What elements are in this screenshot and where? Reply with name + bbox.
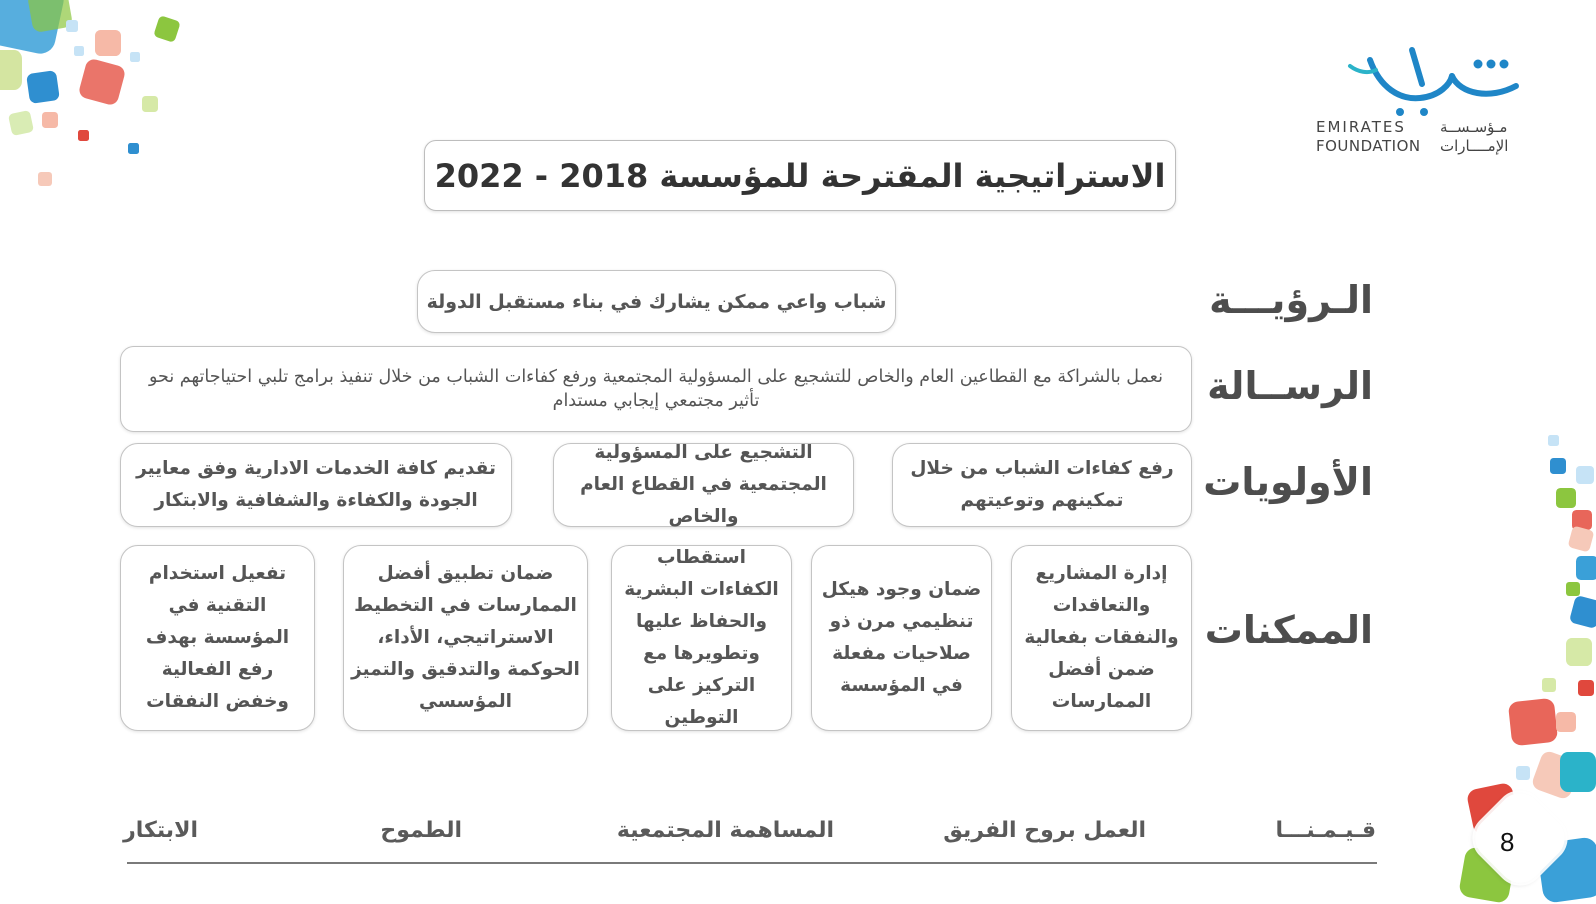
priority-text: رفع كفاءات الشباب من خلال تمكينهم وتوعيتهم (910, 458, 1174, 511)
values-label: قـيـمـنـــا (1275, 818, 1376, 843)
vision-label: الـرؤيـــة (1209, 278, 1373, 322)
values-divider-line (127, 862, 1377, 864)
page-number: 8 (1500, 827, 1515, 857)
priority-text: التشجيع على المسؤولية المجتمعية في القطاع العام والخاص (580, 442, 827, 527)
page-title: الاستراتيجية المقترحة للمؤسسة 2018 - 2022 (434, 156, 1166, 195)
enabler-box-talent (611, 545, 792, 731)
value-teamwork: العمل بروح الفريق (943, 818, 1146, 843)
enabler-text: إدارة المشاريع والتعاقدات والنفقات بفعالية ضمن أفضل الممارسات (1024, 563, 1179, 712)
emirates-foundation-arabic-calligraphy-logo (1340, 40, 1530, 120)
enabler-text: استقطاب الكفاءات البشرية والحفاظ عليها وتطويرها مع التركيز على التوطين (624, 547, 779, 728)
priority-box-social-responsibility (553, 443, 854, 527)
vision-text: شباب واعي ممكن يشارك في بناء مستقبل الدولة (426, 290, 887, 313)
logo-name-en-line1: EMIRATES (1316, 118, 1406, 136)
logo-name-ar-line1: مـؤسـســة (1440, 118, 1508, 136)
enabler-box-projects (1011, 545, 1192, 731)
enablers-label: الممكنات (1204, 608, 1373, 652)
priorities-label: الأولويات (1203, 460, 1373, 504)
enabler-box-best-practices (343, 545, 588, 731)
logo-name-en-line2: FOUNDATION (1316, 137, 1421, 155)
value-community-contribution: المساهمة المجتمعية (616, 818, 834, 843)
enabler-text: ضمان وجود هيكل تنظيمي مرن ذو صلاحيات مفعلة في المؤسسة (821, 579, 982, 696)
value-ambition: الطموح (380, 818, 462, 843)
priority-box-services (120, 443, 512, 527)
vision-box (417, 270, 896, 333)
priority-box-youth (892, 443, 1192, 527)
mission-label: الرســالة (1207, 364, 1373, 408)
mission-text: نعمل بالشراكة مع القطاعين العام والخاص للتشجيع على المسؤولية المجتمعية ورفع كفاءات الشباب من خلال تنفيذ برامج تلبي احتياجاتهم نحو تأثير مجتمعي إيجابي مستدام (149, 367, 1163, 411)
mission-box (120, 346, 1192, 432)
logo-name-ar-line2: الإمــــارات (1440, 137, 1509, 155)
enabler-box-structure (811, 545, 992, 731)
enabler-text: ضمان تطبيق أفضل الممارسات في التخطيط الاستراتيجي، الأداء، الحوكمة والتدقيق والتميز المؤسسي (351, 563, 580, 712)
priority-text: تقديم كافة الخدمات الادارية وفق معايير الجودة والكفاءة والشفافية والابتكار (136, 458, 496, 511)
enabler-box-technology (120, 545, 315, 731)
page-title-box (424, 140, 1176, 211)
enabler-text: تفعيل استخدام التقنية في المؤسسة بهدف رفع الفعالية وخفض النفقات (145, 563, 290, 712)
value-innovation: الابتكار (123, 818, 198, 843)
